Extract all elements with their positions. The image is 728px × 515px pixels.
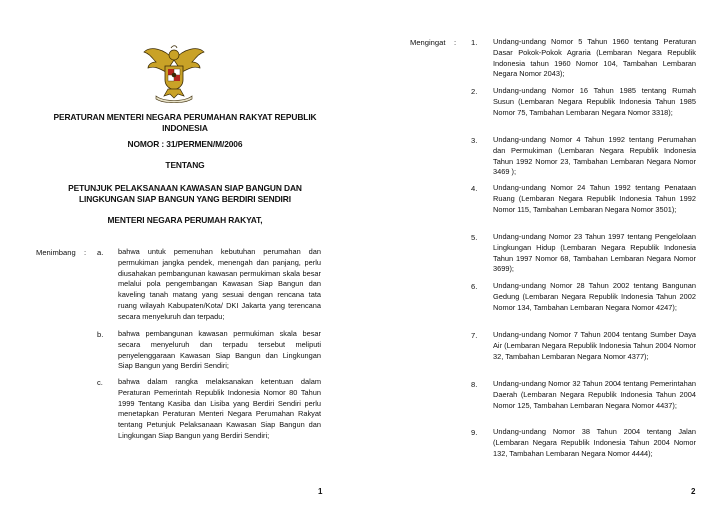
clause-a-letter: a.: [97, 248, 104, 257]
tentang-heading: TENTANG: [165, 160, 205, 170]
ref-9-text: Undang-undang Nomor 38 Tahun 2004 tentang Jalan (Lembaran Negara Republik Indonesia Tahun 2004 Nomor 132, Tambahan Lembaran Negara Nomor 4444);: [493, 427, 696, 458]
clause-c-text: bahwa dalam rangka melaksanakan ketentuan dalam Peraturan Pemerintah Republik Indonesia Nomor 80 Tahun 1999 Tentang Kasiba dan Lisiba yang Berdiri Sendiri perlu menetapkan Peraturan Menteri Negara Perumahan Rakyat tentang Petunjuk Pelaksanaan Kawasan Siap Bangun dan Lingkungan Siap Bangun yang Berdiri Sendiri;: [118, 377, 321, 440]
ref-5-text: Undang-undang Nomor 23 Tahun 1997 tentang Pengelolaan Lingkungan Hidup (Lembaran Negara Republik Indonesia Tahun 1997 Nomor 68, Tambahan Lembaran Negara Nomor 3699);: [493, 232, 696, 274]
ref-7-number: 7.: [471, 331, 478, 340]
mengingat-label: Mengingat: [410, 38, 446, 47]
ref-1-text: Undang-undang Nomor 5 Tahun 1960 tentang Peraturan Dasar Pokok-Pokok Agraria (Lembaran Negara Republik Indonesia tahun 1960 Nomor 104, Tambahan Lembaran Negara Nomor 2043);: [493, 37, 696, 79]
ref-4-number: 4.: [471, 184, 478, 193]
ref-2-text: Undang-undang Nomor 16 Tahun 1985 tentang Rumah Susun (Lembaran Negara Republik Indonesia Tahun 1985 Nomor 75, Tambahan Lembaran Negara Nomor 3318);: [493, 86, 696, 117]
ref-9-number: 9.: [471, 428, 478, 437]
ref-1-number: 1.: [471, 38, 478, 47]
minister-heading: MENTERI NEGARA PERUMAH RAKYAT,: [107, 215, 263, 225]
ref-4-text: Undang-undang Nomor 24 Tahun 1992 tentang Penataan Ruang (Lembaran Negara Republik Indonesia Tahun 1992 Nomor 115, Tambahan Lembaran Negara Nomor 3501);: [493, 183, 696, 214]
ref-6-text: Undang-undang Nomor 28 Tahun 2002 tentang Bangunan Gedung (Lembaran Negara Republik Indonesia Tahun 2002 Nomor 134, Tambahan Lembaran Negara Nomor 4247);: [493, 281, 696, 312]
garuda-emblem-icon: [142, 42, 206, 104]
regulation-subject: PETUNJUK PELAKSANAAN KAWASAN SIAP BANGUN DAN LINGKUNGAN SIAP BANGUN YANG BERDIRI SENDIRI: [68, 183, 302, 204]
clause-c-letter: c.: [97, 378, 103, 387]
ref-5-number: 5.: [471, 233, 478, 242]
regulation-number: NOMOR : 31/PERMEN/M/2006: [127, 139, 243, 149]
ref-7-text: Undang-undang Nomor 7 Tahun 2004 tentang Sumber Daya Air (Lembaran Negara Republik Indonesia Tahun 2004 Nomor 32, Tambahan Lembaran Negara Nomor 4377);: [493, 330, 696, 361]
clause-b-letter: b.: [97, 330, 104, 339]
mengingat-colon: :: [454, 38, 457, 47]
clause-b-text: bahwa pembangunan kawasan permukiman skala besar secara menyeluruh dan terpadu tersebut meliputi penyelenggaraan Kawasan Siap Bangun dan Lingkungan Siap Bangun yang Berdiri Sendiri;: [118, 329, 321, 371]
menimbang-colon: :: [84, 248, 87, 257]
ref-2-number: 2.: [471, 87, 478, 96]
ref-3-number: 3.: [471, 136, 478, 145]
ref-8-text: Undang-undang Nomor 32 Tahun 2004 tentang Pemerintahan Daerah (Lembaran Negara Republik Indonesia Tahun 2004 Nomor 125, Tambahan Lembaran Negara Nomor 4437);: [493, 379, 696, 410]
clause-a-text: bahwa untuk pemenuhan kebutuhan perumahan dan permukiman jangka pendek, menengah dan panjang, perlu diusahakan pembangunan kawasan permukiman skala besar melalui pola pengembangan Kawasan Siap Bangun dan kaveling tanah matang yang sesuai dengan rencana tata ruang wilayah Kabupaten/Kota/ DKI Jakarta yang terencana secara menyeluruh dan terpadu;: [118, 247, 321, 321]
ref-8-number: 8.: [471, 380, 478, 389]
regulation-title: PERATURAN MENTERI NEGARA PERUMAHAN RAKYAT REPUBLIK INDONESIA: [53, 112, 317, 133]
menimbang-label: Menimbang: [36, 248, 76, 257]
ref-3-text: Undang-undang Nomor 4 Tahun 1992 tentang Perumahan dan Permukiman (Lembaran Negara Republik Indonesia Tahun 1992 Nomor 23, Tambahan Lembaran Negara Nomor 3469 );: [493, 135, 696, 177]
page-number-1: 1: [318, 487, 323, 496]
ref-6-number: 6.: [471, 282, 478, 291]
page-number-2: 2: [691, 487, 696, 496]
